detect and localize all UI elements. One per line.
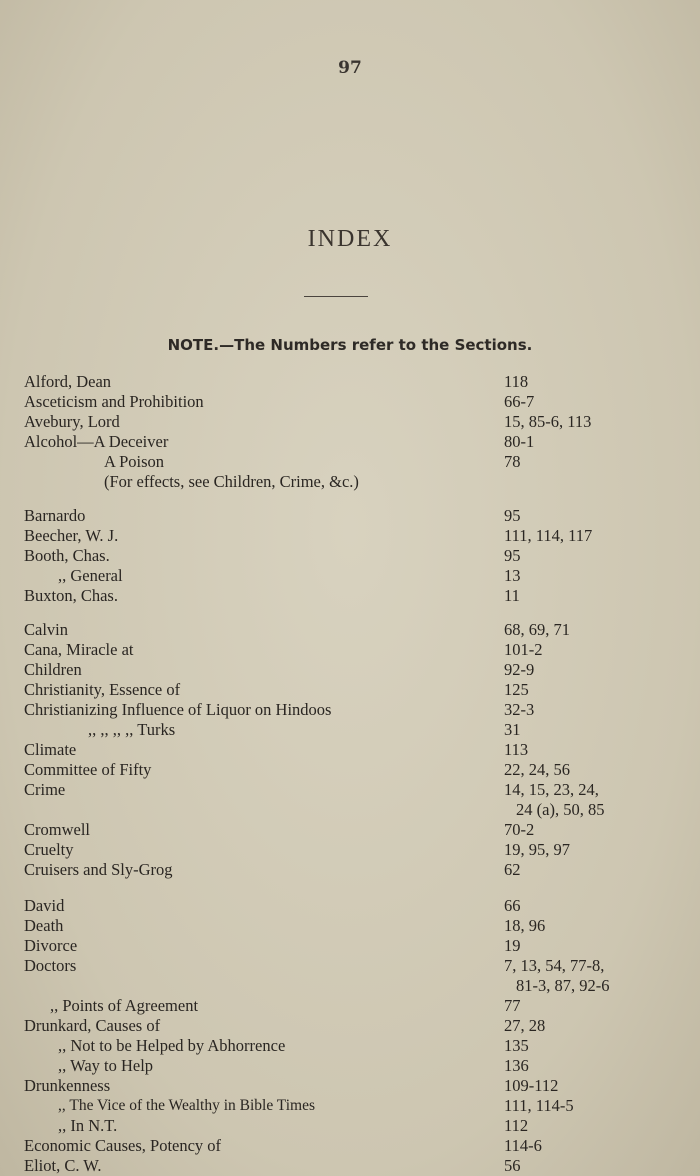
entry-refs: 19 xyxy=(504,936,521,955)
entry-term: Asceticism and Prohibition xyxy=(24,392,204,411)
index-entry xyxy=(0,680,700,700)
index-entry xyxy=(0,860,700,880)
entry-refs: 70-2 xyxy=(504,820,535,839)
entry-refs: 19, 95, 97 xyxy=(504,840,570,859)
index-entry xyxy=(0,392,700,412)
entry-refs: 136 xyxy=(504,1056,529,1075)
entry-term: Alcohol—A Deceiver xyxy=(24,432,169,451)
index-entry xyxy=(0,840,700,860)
entry-term: Buxton, Chas. xyxy=(24,586,118,605)
entry-term: Cromwell xyxy=(24,820,90,839)
index-entry xyxy=(0,740,700,760)
index-entry-continuation xyxy=(0,800,700,820)
entry-term: Cana, Miracle at xyxy=(24,640,134,659)
entry-term: Barnardo xyxy=(24,506,86,525)
entry-refs: 62 xyxy=(504,860,521,879)
entry-refs: 109-112 xyxy=(504,1076,559,1095)
entry-refs: 113 xyxy=(504,740,529,759)
entry-term: Doctors xyxy=(24,956,77,975)
entry-refs: 92-9 xyxy=(504,660,535,679)
entry-term: Christianity, Essence of xyxy=(24,680,181,699)
index-entry xyxy=(0,896,700,916)
index-entry xyxy=(0,760,700,780)
entry-refs: 95 xyxy=(504,506,521,525)
entry-refs: 31 xyxy=(504,720,521,739)
index-entry xyxy=(0,1096,700,1116)
entry-refs: 18, 96 xyxy=(504,916,546,935)
title-divider xyxy=(304,296,368,297)
entry-term: David xyxy=(24,896,65,915)
entry-term: Avebury, Lord xyxy=(24,412,120,431)
index-entry xyxy=(0,472,700,492)
index-entry xyxy=(0,916,700,936)
entry-refs: 114-6 xyxy=(504,1136,542,1155)
page-number: 97 xyxy=(338,58,362,78)
entry-refs: 78 xyxy=(504,452,521,471)
entry-refs: 11 xyxy=(504,586,520,605)
entry-term: Committee of Fifty xyxy=(24,760,152,779)
index-entry xyxy=(0,640,700,660)
index-entry xyxy=(0,996,700,1016)
entry-refs: 14, 15, 23, 24, xyxy=(504,780,599,799)
index-entry xyxy=(0,780,700,800)
entry-term: Children xyxy=(24,660,82,679)
index-entry xyxy=(0,956,700,976)
entry-refs: 111, 114-5 xyxy=(504,1096,574,1115)
entry-term: Beecher, W. J. xyxy=(24,526,119,545)
entry-refs: 80-1 xyxy=(504,432,535,451)
entry-refs: 112 xyxy=(504,1116,529,1135)
entry-refs: 95 xyxy=(504,546,521,565)
entry-refs: 125 xyxy=(504,680,529,699)
entry-term: ,, The Vice of the Wealthy in Bible Times xyxy=(58,1097,315,1114)
entry-refs: 118 xyxy=(504,372,529,391)
entry-refs: 15, 85-6, 113 xyxy=(504,412,592,431)
entry-refs: 32-3 xyxy=(504,700,535,719)
entry-term: ,, In N.T. xyxy=(58,1116,118,1135)
entry-term: Drunkenness xyxy=(24,1076,111,1095)
entry-term: Divorce xyxy=(24,936,78,955)
entry-term: ,, ,, ,, ,, Turks xyxy=(88,720,176,739)
entry-term: ,, Points of Agreement xyxy=(50,996,199,1015)
index-entry xyxy=(0,546,700,566)
index-entry xyxy=(0,1076,700,1096)
index-entry xyxy=(0,1036,700,1056)
entry-refs: 77 xyxy=(504,996,521,1015)
index-entry xyxy=(0,586,700,606)
entry-refs: 66-7 xyxy=(504,392,535,411)
index-entry xyxy=(0,526,700,546)
entry-refs: 22, 24, 56 xyxy=(504,760,570,779)
index-entry xyxy=(0,820,700,840)
entry-term: Death xyxy=(24,916,64,935)
entry-refs: 66 xyxy=(504,896,521,915)
entry-term: Eliot, C. W. xyxy=(24,1156,102,1175)
page-title: INDEX xyxy=(307,226,393,252)
index-entry xyxy=(0,700,700,720)
index-entry xyxy=(0,1116,700,1136)
index-note: NOTE.—The Numbers refer to the Sections. xyxy=(167,336,533,354)
entry-term: ,, General xyxy=(58,566,123,585)
index-entry xyxy=(0,506,700,526)
index-entry xyxy=(0,1156,700,1176)
entry-term: Crime xyxy=(24,780,66,799)
index-entry xyxy=(0,936,700,956)
entry-term: Climate xyxy=(24,740,77,759)
entry-term: Drunkard, Causes of xyxy=(24,1016,161,1035)
entry-refs: 13 xyxy=(504,566,521,585)
index-entry xyxy=(0,566,700,586)
entry-refs: 27, 28 xyxy=(504,1016,546,1035)
index-entry xyxy=(0,372,700,392)
entry-refs: 111, 114, 117 xyxy=(504,526,593,545)
entry-refs: 68, 69, 71 xyxy=(504,620,570,639)
index-entry xyxy=(0,412,700,432)
index-entry xyxy=(0,720,700,740)
index-entry xyxy=(0,452,700,472)
entry-term: Economic Causes, Potency of xyxy=(24,1136,222,1155)
entry-term: Cruisers and Sly-Grog xyxy=(24,860,173,879)
entry-term: (For effects, see Children, Crime, &c.) xyxy=(104,472,359,491)
entry-term: Cruelty xyxy=(24,840,74,859)
entry-term: A Poison xyxy=(104,452,165,471)
index-entry xyxy=(0,1056,700,1076)
entry-term: ,, Not to be Helped by Abhorrence xyxy=(58,1036,286,1055)
index-entry xyxy=(0,660,700,680)
index-entry xyxy=(0,432,700,452)
entry-term: Booth, Chas. xyxy=(24,546,110,565)
entry-refs: 56 xyxy=(504,1156,521,1175)
entry-term: ,, Way to Help xyxy=(58,1056,154,1075)
index-entry xyxy=(0,1016,700,1036)
entry-refs: 81-3, 87, 92-6 xyxy=(516,976,610,995)
index-entry-continuation xyxy=(0,976,700,996)
entry-term: Christianizing Influence of Liquor on Hindoos xyxy=(24,700,332,719)
entry-refs: 7, 13, 54, 77-8, xyxy=(504,956,605,975)
index-entry xyxy=(0,1136,700,1156)
entry-refs: 101-2 xyxy=(504,640,543,659)
entry-refs: 135 xyxy=(504,1036,529,1055)
index-entry xyxy=(0,620,700,640)
entry-term: Calvin xyxy=(24,620,68,639)
entry-refs: 24 (a), 50, 85 xyxy=(516,800,605,819)
entry-term: Alford, Dean xyxy=(24,372,112,391)
